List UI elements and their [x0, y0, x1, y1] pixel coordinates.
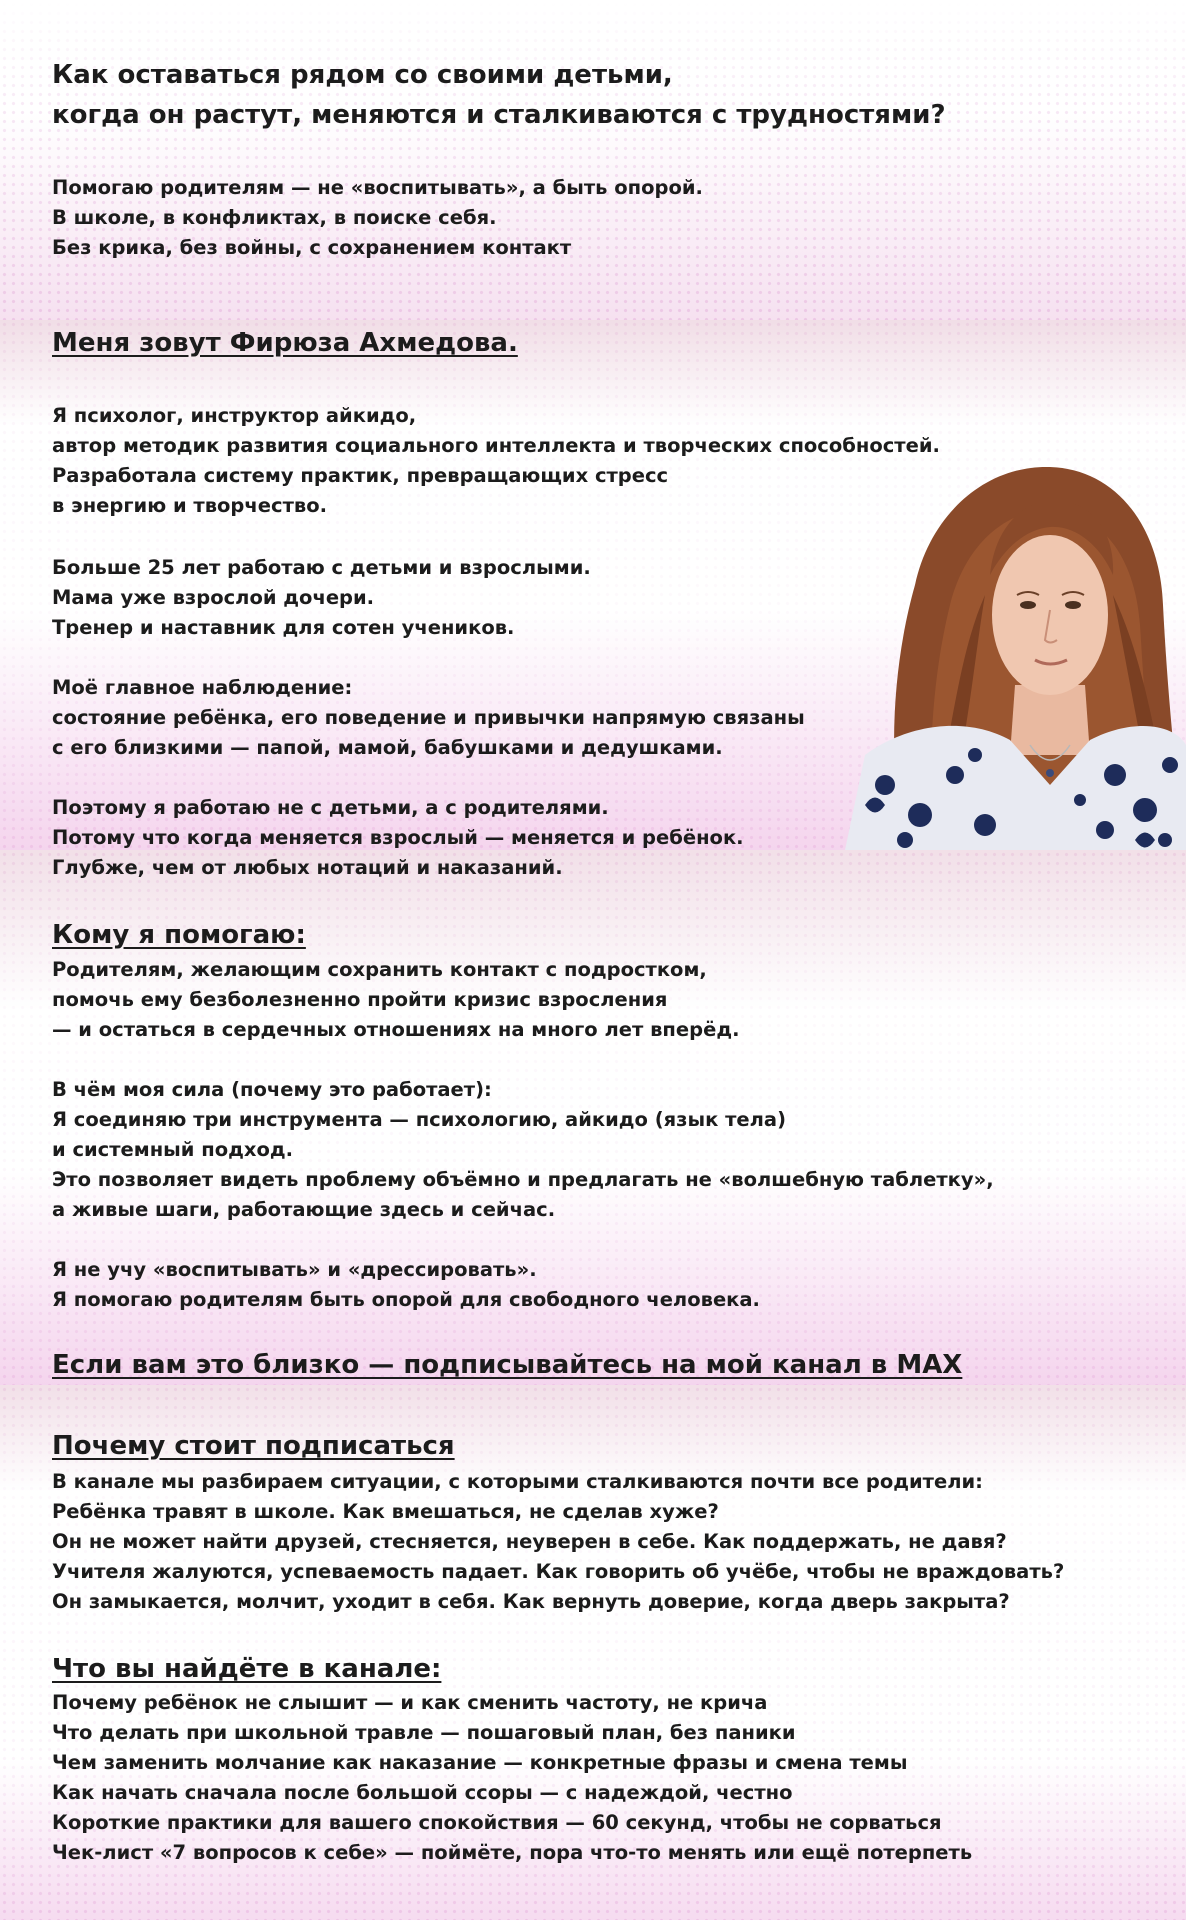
help-heading: Кому я помогаю: [52, 920, 306, 950]
why-list [52, 1467, 1064, 1617]
find-line: Почему ребёнок не слышит — и как сменить частоту, не крича [52, 1691, 768, 1714]
cta-block [52, 1347, 962, 1383]
help-para-2 [52, 1075, 994, 1225]
about-line: Больше 25 лет работаю с детьми и взрослыми. [52, 556, 591, 579]
why-line: В канале мы разбираем ситуации, с которыми сталкиваются почти все родители: [52, 1470, 983, 1493]
about-line: Потому что когда меняется взрослый — меняется и ребёнок. [52, 826, 744, 849]
intro-line: В школе, в конфликтах, в поиске себя. [52, 206, 497, 229]
find-line: Чем заменить молчание как наказание — конкретные фразы и смена темы [52, 1751, 908, 1774]
intro-text [52, 173, 703, 263]
help-heading-block [52, 917, 306, 953]
about-line: в энергию и творчество. [52, 494, 328, 517]
find-line: Чек-лист «7 вопросов к себе» — поймёте, пора что-то менять или ещё потерпеть [52, 1841, 973, 1864]
find-list [52, 1688, 972, 1868]
about-para-3 [52, 673, 805, 763]
help-line: Я не учу «воспитывать» и «дрессировать». [52, 1258, 537, 1281]
help-line: а живые шаги, работающие здесь и сейчас. [52, 1198, 556, 1221]
help-line: помочь ему безболезненно пройти кризис взросления [52, 988, 668, 1011]
about-para-4 [52, 793, 744, 883]
why-line: Он замыкается, молчит, уходит в себя. Как вернуть доверие, когда дверь закрыта? [52, 1590, 1010, 1613]
about-para-2 [52, 553, 591, 643]
about-line: Мама уже взрослой дочери. [52, 586, 375, 609]
help-para-3 [52, 1255, 760, 1315]
why-line: Он не может найти друзей, стесняется, неуверен в себе. Как поддержать, не давя? [52, 1530, 1007, 1553]
why-heading: Почему стоит подписаться [52, 1431, 455, 1461]
about-heading-block [52, 325, 518, 361]
cta-heading[interactable]: Если вам это близко — подписывайтесь на мой канал в MAX [52, 1350, 963, 1380]
why-line: Ребёнка травят в школе. Как вмешаться, не сделав хуже? [52, 1500, 719, 1523]
find-line: Как начать сначала после большой ссоры — с надеждой, честно [52, 1781, 793, 1804]
about-line: Глубже, чем от любых нотаций и наказаний. [52, 856, 563, 879]
about-heading: Меня зовут Фирюза Ахмедова. [52, 328, 518, 358]
help-line: Это позволяет видеть проблему объёмно и предлагать не «волшебную таблетку», [52, 1168, 994, 1191]
intro-line: Без крика, без войны, с сохранением контакт [52, 236, 572, 259]
about-line: Поэтому я работаю не с детьми, а с родителями. [52, 796, 609, 819]
about-line: Разработала систему практик, превращающих стресс [52, 464, 669, 487]
help-line: и системный подход. [52, 1138, 294, 1161]
about-line: автор методик развития социального интеллекта и творческих способностей. [52, 434, 940, 457]
page-title-line-2: когда он растут, меняются и сталкиваются с трудностями? [52, 100, 946, 130]
find-heading-block [52, 1651, 441, 1687]
help-line: Родителям, желающим сохранить контакт с подростком, [52, 958, 707, 981]
intro-line: Помогаю родителям — не «воспитывать», а быть опорой. [52, 176, 703, 199]
why-line: Учителя жалуются, успеваемость падает. Как говорить об учёбе, чтобы не враждовать? [52, 1560, 1065, 1583]
help-line: В чём моя сила (почему это работает): [52, 1078, 492, 1101]
help-line: Я соединяю три инструмента — психологию, айкидо (язык тела) [52, 1108, 787, 1131]
intro-section [52, 55, 946, 135]
about-line: Моё главное наблюдение: [52, 676, 353, 699]
help-para-1 [52, 955, 739, 1045]
about-line: Я психолог, инструктор айкидо, [52, 404, 417, 427]
page-title-line-1: Как оставаться рядом со своими детьми, [52, 60, 673, 90]
help-line: — и остаться в сердечных отношениях на много лет вперёд. [52, 1018, 740, 1041]
find-line: Короткие практики для вашего спокойствия — 60 секунд, чтобы не сорваться [52, 1811, 942, 1834]
find-heading: Что вы найдёте в канале: [52, 1654, 442, 1684]
why-heading-block [52, 1428, 455, 1464]
about-line: с его близкими — папой, мамой, бабушками и дедушками. [52, 736, 723, 759]
find-line: Что делать при школьной травле — пошаговый план, без паники [52, 1721, 796, 1744]
help-line: Я помогаю родителям быть опорой для свободного человека. [52, 1288, 760, 1311]
background-band-intro [0, 0, 1186, 320]
about-para-1 [52, 401, 940, 521]
about-line: Тренер и наставник для сотен учеников. [52, 616, 515, 639]
about-line: состояние ребёнка, его поведение и привычки напрямую связаны [52, 706, 805, 729]
